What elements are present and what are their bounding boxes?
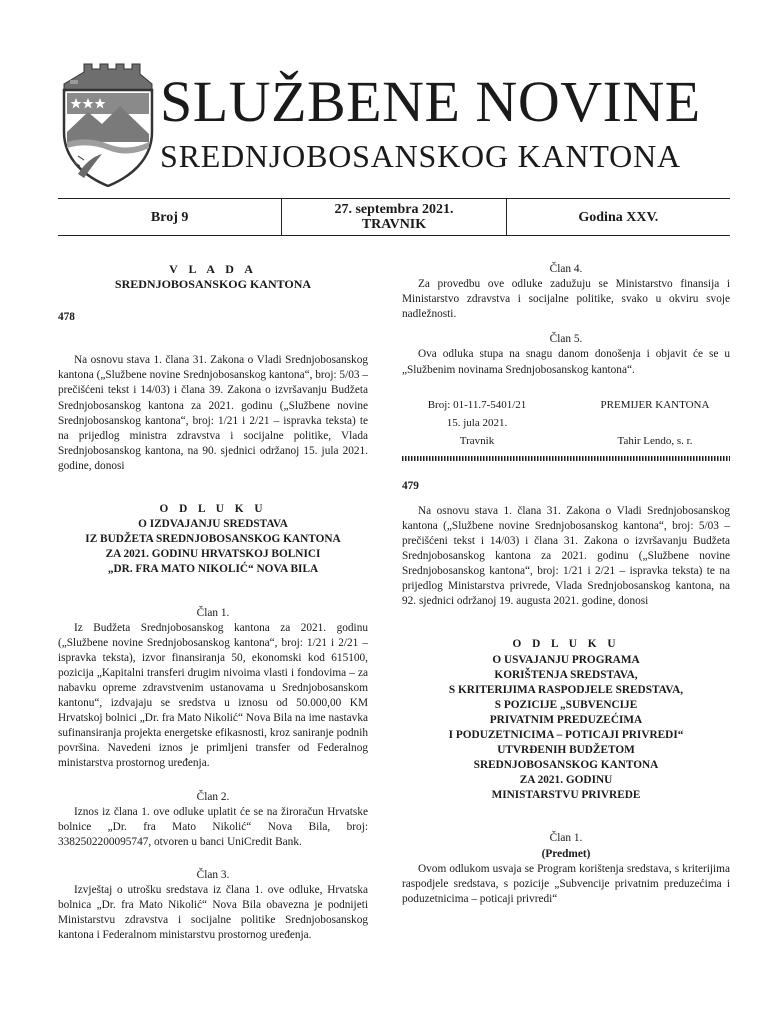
article-heading: Član 4. — [549, 263, 583, 275]
issue-info-bar — [58, 198, 730, 236]
article-heading: Član 1. — [549, 832, 583, 845]
article-text: Izvještaj o utrošku sredstava iz člana 1. ove odluke, Hrvatska bolnica „Dr. fra Mato Nikolić“ Nova Bila obavezna je podnijeti Ministarstvu zdravstva i socijalne politike Srednjobosanskog kantona i Federalnom ministarstvu prostornog uređenja. — [58, 884, 368, 942]
decision-heading-line: „DR. FRA MATO NIKOLIĆ“ NOVA BILA — [107, 563, 319, 576]
issuer-subheading: SREDNJOBOSANSKOG KANTONA — [114, 277, 312, 292]
article-heading: Član 1. — [196, 606, 230, 619]
article-heading: Član 2. — [196, 790, 230, 803]
article-heading: Član 5. — [549, 333, 583, 346]
decision-heading-line: MINISTARSTVU PRIVREDE — [491, 789, 641, 802]
signature-place: Travnik — [459, 434, 495, 447]
right-column — [402, 262, 730, 907]
decision-heading-line: ZA 2021. GODINU HRVATSKOJ BOLNICI — [105, 548, 321, 561]
article-subject: (Predmet) — [541, 847, 591, 860]
article-text: Za provedbu ove odluke zadužuju se Ministarstvo finansija i Ministarstvo zdravstva i socijalne politike, svako u okviru svoje nadležnosti. — [402, 278, 730, 321]
document-preamble: Na osnovu stava 1. člana 31. Zakona o Vladi Srednjobosanskog kantona („Službene novine Srednjobosanskog kantona“, broj: 5/03 – prečišćeni tekst i 14/03) i člana 31. Zakona o izvršavanju Budžeta Srednjobosanskog kantona za 2021. godinu („Službene novine Srednjobosanskog kantona“, broj: 1/21 i 2/21 – ispravka teksta) te na prijedlog Ministarstva privrede, Vlada Srednjobosanskog kantona, na 92. sjednici održanoj 19. augusta 2021. godine, donosi — [402, 504, 730, 608]
issue-place: TRAVNIK — [361, 217, 427, 232]
issue-year: Godina XXV. — [578, 209, 659, 225]
document-preamble: Na osnovu stava 1. člana 31. Zakona o Vladi Srednjobosanskog kantona („Službene novine Srednjobosanskog kantona“, broj: 5/03 – prečišćeni tekst i 14/03) i člana 39. Zakona o izvršavanju Budžeta Srednjobosanskog kantona za 2021. godinu („Službene novine Srednjobosanskog kantona“, broj: 1/21 i 2/21 – ispravka teksta) te na prijedlog ministra zdravstva i socijalne politike, Vlada Srednjobosanskog kantona, na 90. sjednici održanoj 15. jula 2021. godine, donosi — [58, 354, 368, 472]
article-text: Iz Budžeta Srednjobosanskog kantona za 2021. godinu („Službene novine Srednjobosanskog kantona“, broj: 1/21 i 2/21 – ispravka teksta), izvor finansiranja 50, ekonomski kod 615100, pozicija „Kapitalni transferi drugim nivoima vlasti i fondovima – za nabavku opreme zdravstvenim ustanovama u Srednjobosanskom kantonu“, izdvajaju se sredstva u iznosu od 50.000,00 KM Hrvatskoj bolnici „Dr. fra Mato Nikolić“ Nova Bila na ime nastavka sufinansiranja projekta energetske efikasnosti, kroz saniranje podnih površina. Navedeni iznos je primljeni transfer od Federalnog ministarstva prostornog uređenja. — [58, 621, 368, 770]
decision-heading-line: IZ BUDŽETA SREDNJOBOSANSKOG KANTONA — [85, 533, 341, 546]
document-number: 479 — [402, 479, 419, 492]
signature-number: Broj: 01-11.7-5401/21 — [427, 398, 527, 411]
coat-of-arms-emblem — [58, 62, 158, 187]
issue-date-place — [281, 199, 506, 235]
article-heading: Član 3. — [196, 868, 230, 881]
issue-date: 27. septembra 2021. — [334, 202, 454, 217]
decision-title: O D L U K U — [159, 503, 267, 516]
signature-date: 15. jula 2021. — [446, 416, 508, 429]
decision-heading-line: ZA 2021. GODINU — [519, 774, 613, 787]
article-text: Iznos iz člana 1. ove odluke uplatit će se na žiroračun Hrvatske bolnice „Dr. fra Mato Nikolić“ Nova Bila, broj: 3382502200095747, otvoren u banci UniCredit Bank. — [58, 805, 368, 848]
gazette-title: SLUŽBENE NOVINE — [160, 69, 701, 134]
left-column — [58, 262, 368, 943]
decision-heading-line: KORIŠTENJA SREDSTAVA, — [494, 668, 638, 681]
issue-number: Broj 9 — [150, 209, 189, 225]
issuer-heading: V L A D A — [169, 262, 257, 276]
gazette-subtitle: SREDNJOBOSANSKOG KANTONA — [160, 138, 681, 174]
article-text: Ovom odlukom usvaja se Program korištenja sredstava, s kriterijima raspodjele sredstava, s pozicije „Subvencije privatnim preduzećima i poduzetnicima – poticaji privredi“ — [402, 862, 730, 905]
signature-block — [402, 396, 730, 461]
decision-heading-line: PRIVATNIM PREDUZEĆIMA — [489, 713, 643, 726]
decision-heading-line: S POZICIJE „SUBVENCIJE — [494, 698, 638, 711]
decision-heading-line: SREDNJOBOSANSKOG KANTONA — [473, 759, 659, 772]
decision-heading-line: O IZDVAJANJU SREDSTAVA — [138, 518, 288, 531]
document-number: 478 — [58, 311, 75, 324]
signature-title: PREMIJER KANTONA — [600, 398, 710, 411]
article-text: Ova odluka stupa na snagu danom donošenja i objavit će se u „Službenim novinama Srednjobosanskog kantona“. — [402, 348, 730, 376]
decision-title: O D L U K U — [512, 638, 620, 651]
decision-heading-line: O USVAJANJU PROGRAMA — [492, 653, 640, 666]
decision-heading-line: UTVRĐENIH BUDŽETOM — [497, 744, 635, 757]
decision-heading-line: I PODUZETNICIMA – POTICAJI PRIVREDI“ — [448, 728, 684, 741]
decision-heading-line: S KRITERIJIMA RASPODJELE SREDSTAVA, — [448, 683, 684, 696]
signature-name: Tahir Lendo, s. r. — [617, 434, 693, 447]
